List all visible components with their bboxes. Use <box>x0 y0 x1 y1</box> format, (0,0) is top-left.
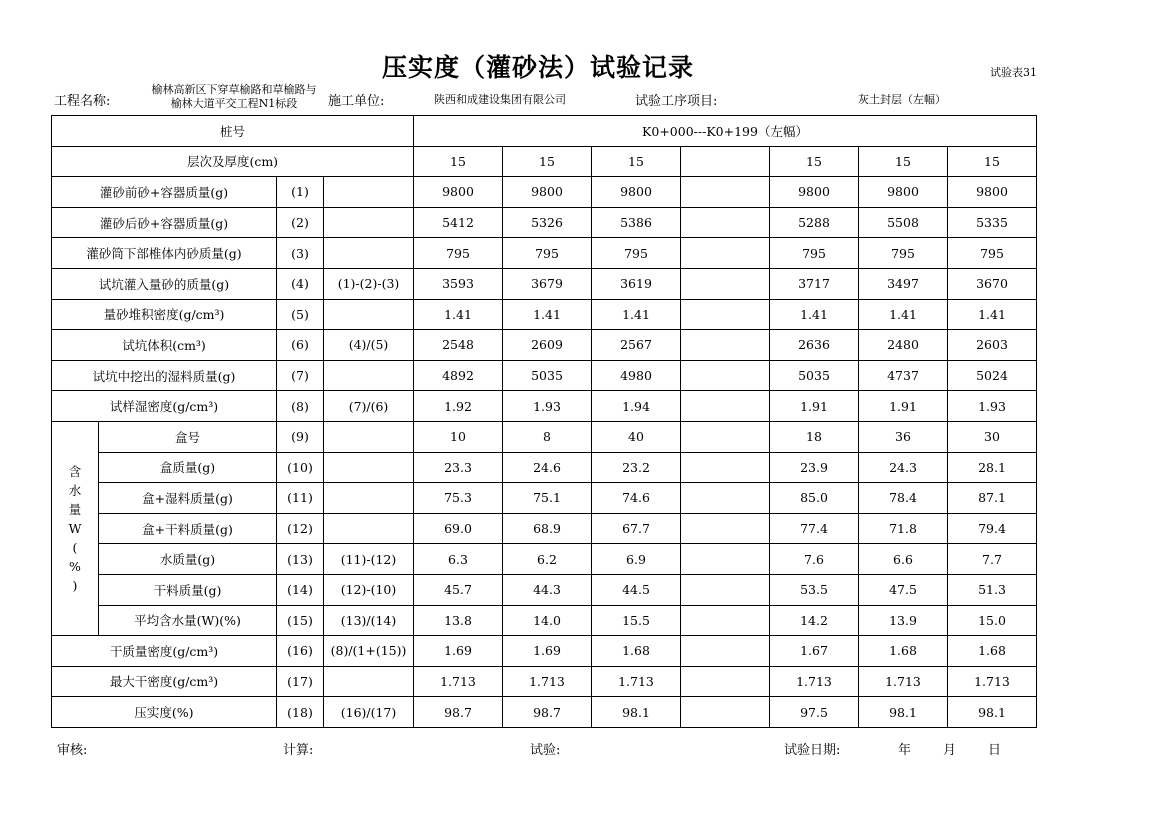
moisture-group-char: 含 <box>68 464 82 480</box>
table-row <box>52 268 1037 299</box>
value-cell: 5024 <box>948 360 1037 391</box>
value-cell: 1.41 <box>414 299 503 330</box>
row-label: 水质量(g) <box>99 544 277 575</box>
value-cell: 5335 <box>948 207 1037 238</box>
value-cell <box>681 207 770 238</box>
value-cell: 1.41 <box>948 299 1037 330</box>
value-cell <box>681 697 770 728</box>
value-cell <box>681 483 770 514</box>
value-cell: 15.5 <box>592 605 681 636</box>
moisture-group-label <box>52 421 99 635</box>
row-label: 灌砂后砂+容器质量(g) <box>52 207 277 238</box>
value-cell: 18 <box>770 421 859 452</box>
row-label: 试坑中挖出的湿料质量(g) <box>52 360 277 391</box>
row-formula: (11)-(12) <box>324 544 414 575</box>
moisture-group-char: W <box>68 521 82 537</box>
value-cell: 5386 <box>592 207 681 238</box>
row-formula: (1)-(2)-(3) <box>324 268 414 299</box>
row-label: 试坑灌入量砂的质量(g) <box>52 268 277 299</box>
row-number: (2) <box>277 207 324 238</box>
row-formula <box>324 483 414 514</box>
row-label: 灌砂筒下部椎体内砂质量(g) <box>52 238 277 269</box>
value-cell: 1.67 <box>770 636 859 667</box>
station-value: K0+000---K0+199（左幅） <box>414 116 1037 147</box>
value-cell: 1.69 <box>414 636 503 667</box>
row-formula: (12)-(10) <box>324 574 414 605</box>
layer-cell: 15 <box>859 146 948 177</box>
value-cell: 78.4 <box>859 483 948 514</box>
row-number: (17) <box>277 666 324 697</box>
table-row <box>52 360 1037 391</box>
value-cell: 74.6 <box>592 483 681 514</box>
value-cell: 13.8 <box>414 605 503 636</box>
value-cell: 1.713 <box>859 666 948 697</box>
value-cell: 15.0 <box>948 605 1037 636</box>
row-label: 试样湿密度(g/cm³) <box>52 391 277 422</box>
value-cell: 67.7 <box>592 513 681 544</box>
value-cell: 3670 <box>948 268 1037 299</box>
row-formula <box>324 207 414 238</box>
value-cell: 9800 <box>948 177 1037 208</box>
row-number: (4) <box>277 268 324 299</box>
day-label: 日 <box>988 743 1002 758</box>
row-formula <box>324 238 414 269</box>
moisture-group-char: 量 <box>68 502 82 518</box>
row-label: 盒号 <box>99 421 277 452</box>
value-cell: 5035 <box>770 360 859 391</box>
value-cell: 14.0 <box>503 605 592 636</box>
value-cell: 6.9 <box>592 544 681 575</box>
value-cell: 1.68 <box>948 636 1037 667</box>
row-number: (16) <box>277 636 324 667</box>
row-number: (11) <box>277 483 324 514</box>
value-cell: 1.91 <box>770 391 859 422</box>
review-label: 审核: <box>57 743 88 758</box>
value-cell: 4892 <box>414 360 503 391</box>
value-cell <box>681 513 770 544</box>
value-cell: 47.5 <box>859 574 948 605</box>
value-cell: 6.6 <box>859 544 948 575</box>
row-number: (5) <box>277 299 324 330</box>
row-label: 盒质量(g) <box>99 452 277 483</box>
value-cell: 23.9 <box>770 452 859 483</box>
value-cell: 795 <box>503 238 592 269</box>
row-number: (14) <box>277 574 324 605</box>
value-cell: 44.3 <box>503 574 592 605</box>
calc-label: 计算: <box>283 743 314 758</box>
value-cell <box>681 299 770 330</box>
value-cell: 1.713 <box>503 666 592 697</box>
row-formula: (8)/(1+(15)) <box>324 636 414 667</box>
date-label: 试验日期: <box>784 743 841 758</box>
value-cell <box>681 238 770 269</box>
month-label: 月 <box>943 743 957 758</box>
process-value: 灰土封层（左幅） <box>858 93 946 106</box>
value-cell: 23.3 <box>414 452 503 483</box>
station-row <box>52 116 1037 147</box>
value-cell: 51.3 <box>948 574 1037 605</box>
value-cell: 13.9 <box>859 605 948 636</box>
project-name <box>143 83 325 111</box>
row-formula <box>324 360 414 391</box>
year-label: 年 <box>898 743 912 758</box>
value-cell <box>681 177 770 208</box>
row-formula: (7)/(6) <box>324 391 414 422</box>
value-cell: 3497 <box>859 268 948 299</box>
table-row <box>52 299 1037 330</box>
layer-row <box>52 146 1037 177</box>
table-row <box>52 391 1037 422</box>
row-number: (3) <box>277 238 324 269</box>
value-cell: 77.4 <box>770 513 859 544</box>
value-cell: 1.68 <box>592 636 681 667</box>
value-cell: 10 <box>414 421 503 452</box>
station-label: 桩号 <box>52 116 414 147</box>
value-cell: 9800 <box>414 177 503 208</box>
row-label: 干料质量(g) <box>99 574 277 605</box>
value-cell: 7.7 <box>948 544 1037 575</box>
table-row <box>52 483 1037 514</box>
value-cell: 53.5 <box>770 574 859 605</box>
row-number: (18) <box>277 697 324 728</box>
value-cell: 2636 <box>770 330 859 361</box>
row-number: (8) <box>277 391 324 422</box>
table-row <box>52 207 1037 238</box>
value-cell: 24.6 <box>503 452 592 483</box>
project-name-line2: 榆林大道平交工程N1标段 <box>170 97 298 110</box>
row-label: 干质量密度(g/cm³) <box>52 636 277 667</box>
layer-cell: 15 <box>414 146 503 177</box>
row-label: 最大干密度(g/cm³) <box>52 666 277 697</box>
value-cell: 5508 <box>859 207 948 238</box>
value-cell: 1.69 <box>503 636 592 667</box>
value-cell: 2609 <box>503 330 592 361</box>
value-cell: 98.1 <box>948 697 1037 728</box>
value-cell: 2480 <box>859 330 948 361</box>
moisture-group-char: % <box>69 559 81 575</box>
value-cell: 1.41 <box>770 299 859 330</box>
value-cell: 36 <box>859 421 948 452</box>
table-row <box>52 330 1037 361</box>
value-cell: 87.1 <box>948 483 1037 514</box>
value-cell: 1.68 <box>859 636 948 667</box>
table-row <box>52 574 1037 605</box>
row-number: (1) <box>277 177 324 208</box>
table-row <box>52 697 1037 728</box>
table-row <box>52 636 1037 667</box>
row-formula <box>324 177 414 208</box>
project-name-line1: 榆林高新区下穿草榆路和草榆路与 <box>151 83 317 96</box>
table-row <box>52 513 1037 544</box>
value-cell: 9800 <box>859 177 948 208</box>
value-cell: 1.92 <box>414 391 503 422</box>
value-cell: 98.1 <box>592 697 681 728</box>
value-cell <box>681 330 770 361</box>
row-label: 盒+湿料质量(g) <box>99 483 277 514</box>
table-row <box>52 544 1037 575</box>
contractor-value: 陕西和成建设集团有限公司 <box>434 93 566 106</box>
row-formula <box>324 513 414 544</box>
row-formula: (4)/(5) <box>324 330 414 361</box>
table-row <box>52 452 1037 483</box>
value-cell: 4980 <box>592 360 681 391</box>
value-cell: 2603 <box>948 330 1037 361</box>
value-cell: 795 <box>859 238 948 269</box>
value-cell: 75.1 <box>503 483 592 514</box>
layer-label: 层次及厚度(cm) <box>52 146 414 177</box>
value-cell <box>681 574 770 605</box>
row-formula <box>324 299 414 330</box>
value-cell: 24.3 <box>859 452 948 483</box>
row-number: (13) <box>277 544 324 575</box>
value-cell: 795 <box>414 238 503 269</box>
row-label: 压实度(%) <box>52 697 277 728</box>
value-cell: 1.41 <box>503 299 592 330</box>
value-cell: 9800 <box>503 177 592 208</box>
contractor-label: 施工单位: <box>328 94 385 109</box>
value-cell: 6.3 <box>414 544 503 575</box>
row-formula: (13)/(14) <box>324 605 414 636</box>
value-cell: 1.94 <box>592 391 681 422</box>
row-number: (15) <box>277 605 324 636</box>
value-cell: 1.713 <box>948 666 1037 697</box>
moisture-group-char: 水 <box>68 483 82 499</box>
value-cell: 2567 <box>592 330 681 361</box>
value-cell <box>681 544 770 575</box>
value-cell: 5288 <box>770 207 859 238</box>
value-cell: 5326 <box>503 207 592 238</box>
value-cell <box>681 421 770 452</box>
value-cell: 795 <box>948 238 1037 269</box>
value-cell: 6.2 <box>503 544 592 575</box>
value-cell: 5035 <box>503 360 592 391</box>
row-formula <box>324 421 414 452</box>
row-label: 盒+干料质量(g) <box>99 513 277 544</box>
value-cell: 85.0 <box>770 483 859 514</box>
value-cell: 5412 <box>414 207 503 238</box>
row-label: 试坑体积(cm³) <box>52 330 277 361</box>
row-number: (6) <box>277 330 324 361</box>
layer-cell: 15 <box>948 146 1037 177</box>
layer-cell <box>681 146 770 177</box>
value-cell: 1.41 <box>592 299 681 330</box>
row-formula: (16)/(17) <box>324 697 414 728</box>
value-cell: 3593 <box>414 268 503 299</box>
layer-cell: 15 <box>592 146 681 177</box>
value-cell <box>681 268 770 299</box>
value-cell: 69.0 <box>414 513 503 544</box>
value-cell <box>681 452 770 483</box>
layer-cell: 15 <box>503 146 592 177</box>
value-cell: 795 <box>592 238 681 269</box>
row-formula <box>324 452 414 483</box>
value-cell <box>681 360 770 391</box>
row-number: (9) <box>277 421 324 452</box>
layer-cell: 15 <box>770 146 859 177</box>
table-row <box>52 238 1037 269</box>
value-cell <box>681 636 770 667</box>
value-cell: 3619 <box>592 268 681 299</box>
value-cell: 1.713 <box>592 666 681 697</box>
project-label: 工程名称: <box>54 94 111 109</box>
form-number: 试验表31 <box>990 66 1037 79</box>
value-cell: 44.5 <box>592 574 681 605</box>
value-cell: 68.9 <box>503 513 592 544</box>
row-formula <box>324 666 414 697</box>
value-cell: 7.6 <box>770 544 859 575</box>
value-cell: 14.2 <box>770 605 859 636</box>
value-cell <box>681 666 770 697</box>
value-cell: 97.5 <box>770 697 859 728</box>
value-cell: 3717 <box>770 268 859 299</box>
value-cell: 23.2 <box>592 452 681 483</box>
value-cell: 9800 <box>770 177 859 208</box>
value-cell: 1.93 <box>948 391 1037 422</box>
value-cell <box>681 391 770 422</box>
value-cell: 1.713 <box>414 666 503 697</box>
row-label: 平均含水量(W)(%) <box>99 605 277 636</box>
row-label: 量砂堆积密度(g/cm³) <box>52 299 277 330</box>
value-cell: 98.1 <box>859 697 948 728</box>
value-cell: 1.41 <box>859 299 948 330</box>
value-cell: 1.713 <box>770 666 859 697</box>
value-cell: 98.7 <box>503 697 592 728</box>
table-row <box>52 666 1037 697</box>
value-cell: 30 <box>948 421 1037 452</box>
row-number: (7) <box>277 360 324 391</box>
test-record-table <box>51 115 1037 728</box>
value-cell: 4737 <box>859 360 948 391</box>
value-cell: 795 <box>770 238 859 269</box>
value-cell: 98.7 <box>414 697 503 728</box>
value-cell: 28.1 <box>948 452 1037 483</box>
row-number: (12) <box>277 513 324 544</box>
value-cell: 40 <box>592 421 681 452</box>
row-label: 灌砂前砂+容器质量(g) <box>52 177 277 208</box>
moisture-group-char: ) <box>72 578 78 594</box>
value-cell: 71.8 <box>859 513 948 544</box>
moisture-group-char: ( <box>72 540 78 556</box>
value-cell: 1.93 <box>503 391 592 422</box>
test-label: 试验: <box>530 743 561 758</box>
table-row <box>52 177 1037 208</box>
value-cell: 45.7 <box>414 574 503 605</box>
value-cell: 75.3 <box>414 483 503 514</box>
table-row <box>52 421 1037 452</box>
value-cell: 2548 <box>414 330 503 361</box>
value-cell: 9800 <box>592 177 681 208</box>
page-title: 压实度（灌砂法）试验记录 <box>381 53 694 82</box>
value-cell: 8 <box>503 421 592 452</box>
value-cell <box>681 605 770 636</box>
value-cell: 3679 <box>503 268 592 299</box>
value-cell: 79.4 <box>948 513 1037 544</box>
row-number: (10) <box>277 452 324 483</box>
value-cell: 1.91 <box>859 391 948 422</box>
table-row <box>52 605 1037 636</box>
process-label: 试验工序项目: <box>635 94 718 109</box>
